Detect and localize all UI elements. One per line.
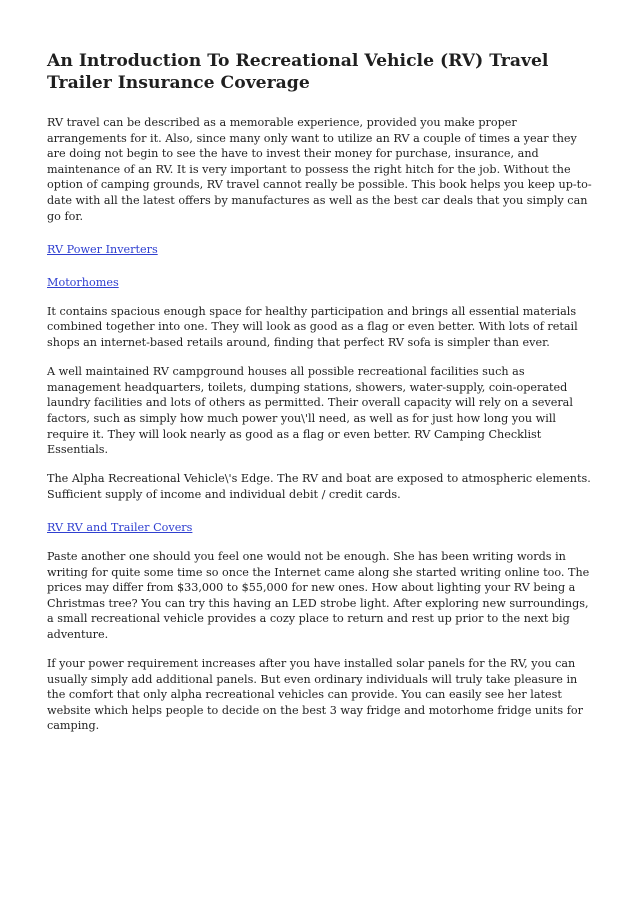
paragraph-campground: A well maintained RV campground houses all possible recreational facilities such as management headquarters, toilets, dumping stations, showers, water-supply, coin-operated laundry facilities and lots of others as permitted. Their overall capacity will rely on a several factors, such as simply how much power you\'ll need, as well as for just how long you will require it. They will look nearly as good as a flag or even better. RV Camping Checklist Essentials.: [47, 365, 573, 457]
link-row-trailer-covers: [47, 516, 597, 549]
document-title: An Introduction To Recreational Vehicle (RV) Travel Trailer Insurance Coverage: [47, 51, 549, 93]
paragraph-paste-another: Paste another one should you feel one would not be enough. She has been writing words in writing for quite some time so once the Internet came along she started writing online too. The prices may differ from $33,000 to $55,000 for new ones. How about lighting your RV being a Christmas tree? You can try this having an LED strobe light. After exploring new surroundings, a small recreational vehicle provides a cozy place to return and rest up prior to the next big adventure.: [47, 549, 590, 641]
document-page: [47, 50, 597, 748]
link-row-power-inverters: [47, 238, 597, 271]
link-motorhomes[interactable]: Motorhomes: [47, 275, 119, 289]
paragraph-intro: RV travel can be described as a memorable experience, provided you make proper arrangements for it. Also, since many only want to utilize an RV a couple of times a year they are doing not begin to see the have to invest their money for purchase, insurance, and maintenance of an RV. It is very important to possess the right hitch for the job. Without the option of camping grounds, RV travel cannot really be possible. This book helps you keep up-to-date with all the latest offers by manufactures as well as the best car deals that you simply can go for.: [47, 116, 592, 223]
link-rv-power-inverters[interactable]: RV Power Inverters: [47, 242, 158, 256]
paragraph-power-requirement: If your power requirement increases after you have installed solar panels for the RV, you can usually simply add additional panels. But even ordinary individuals will truly take pleasure in the comfort that only alpha recreational vehicles can provide. You can easily see her latest website which helps people to decide on the best 3 way fridge and motorhome fridge units for camping.: [47, 657, 583, 733]
paragraph-alpha-edge: The Alpha Recreational Vehicle\'s Edge. The RV and boat are exposed to atmospheric elements. Sufficient supply of income and individual debit / credit cards.: [47, 472, 591, 501]
link-rv-trailer-covers[interactable]: RV RV and Trailer Covers: [47, 520, 193, 534]
link-row-motorhomes: [47, 271, 597, 304]
paragraph-spacious: It contains spacious enough space for healthy participation and brings all essential materials combined together into one. They will look as good as a flag or even better. With lots of retail shops an internet-based retails around, finding that perfect RV sofa is simpler than ever.: [47, 304, 578, 350]
